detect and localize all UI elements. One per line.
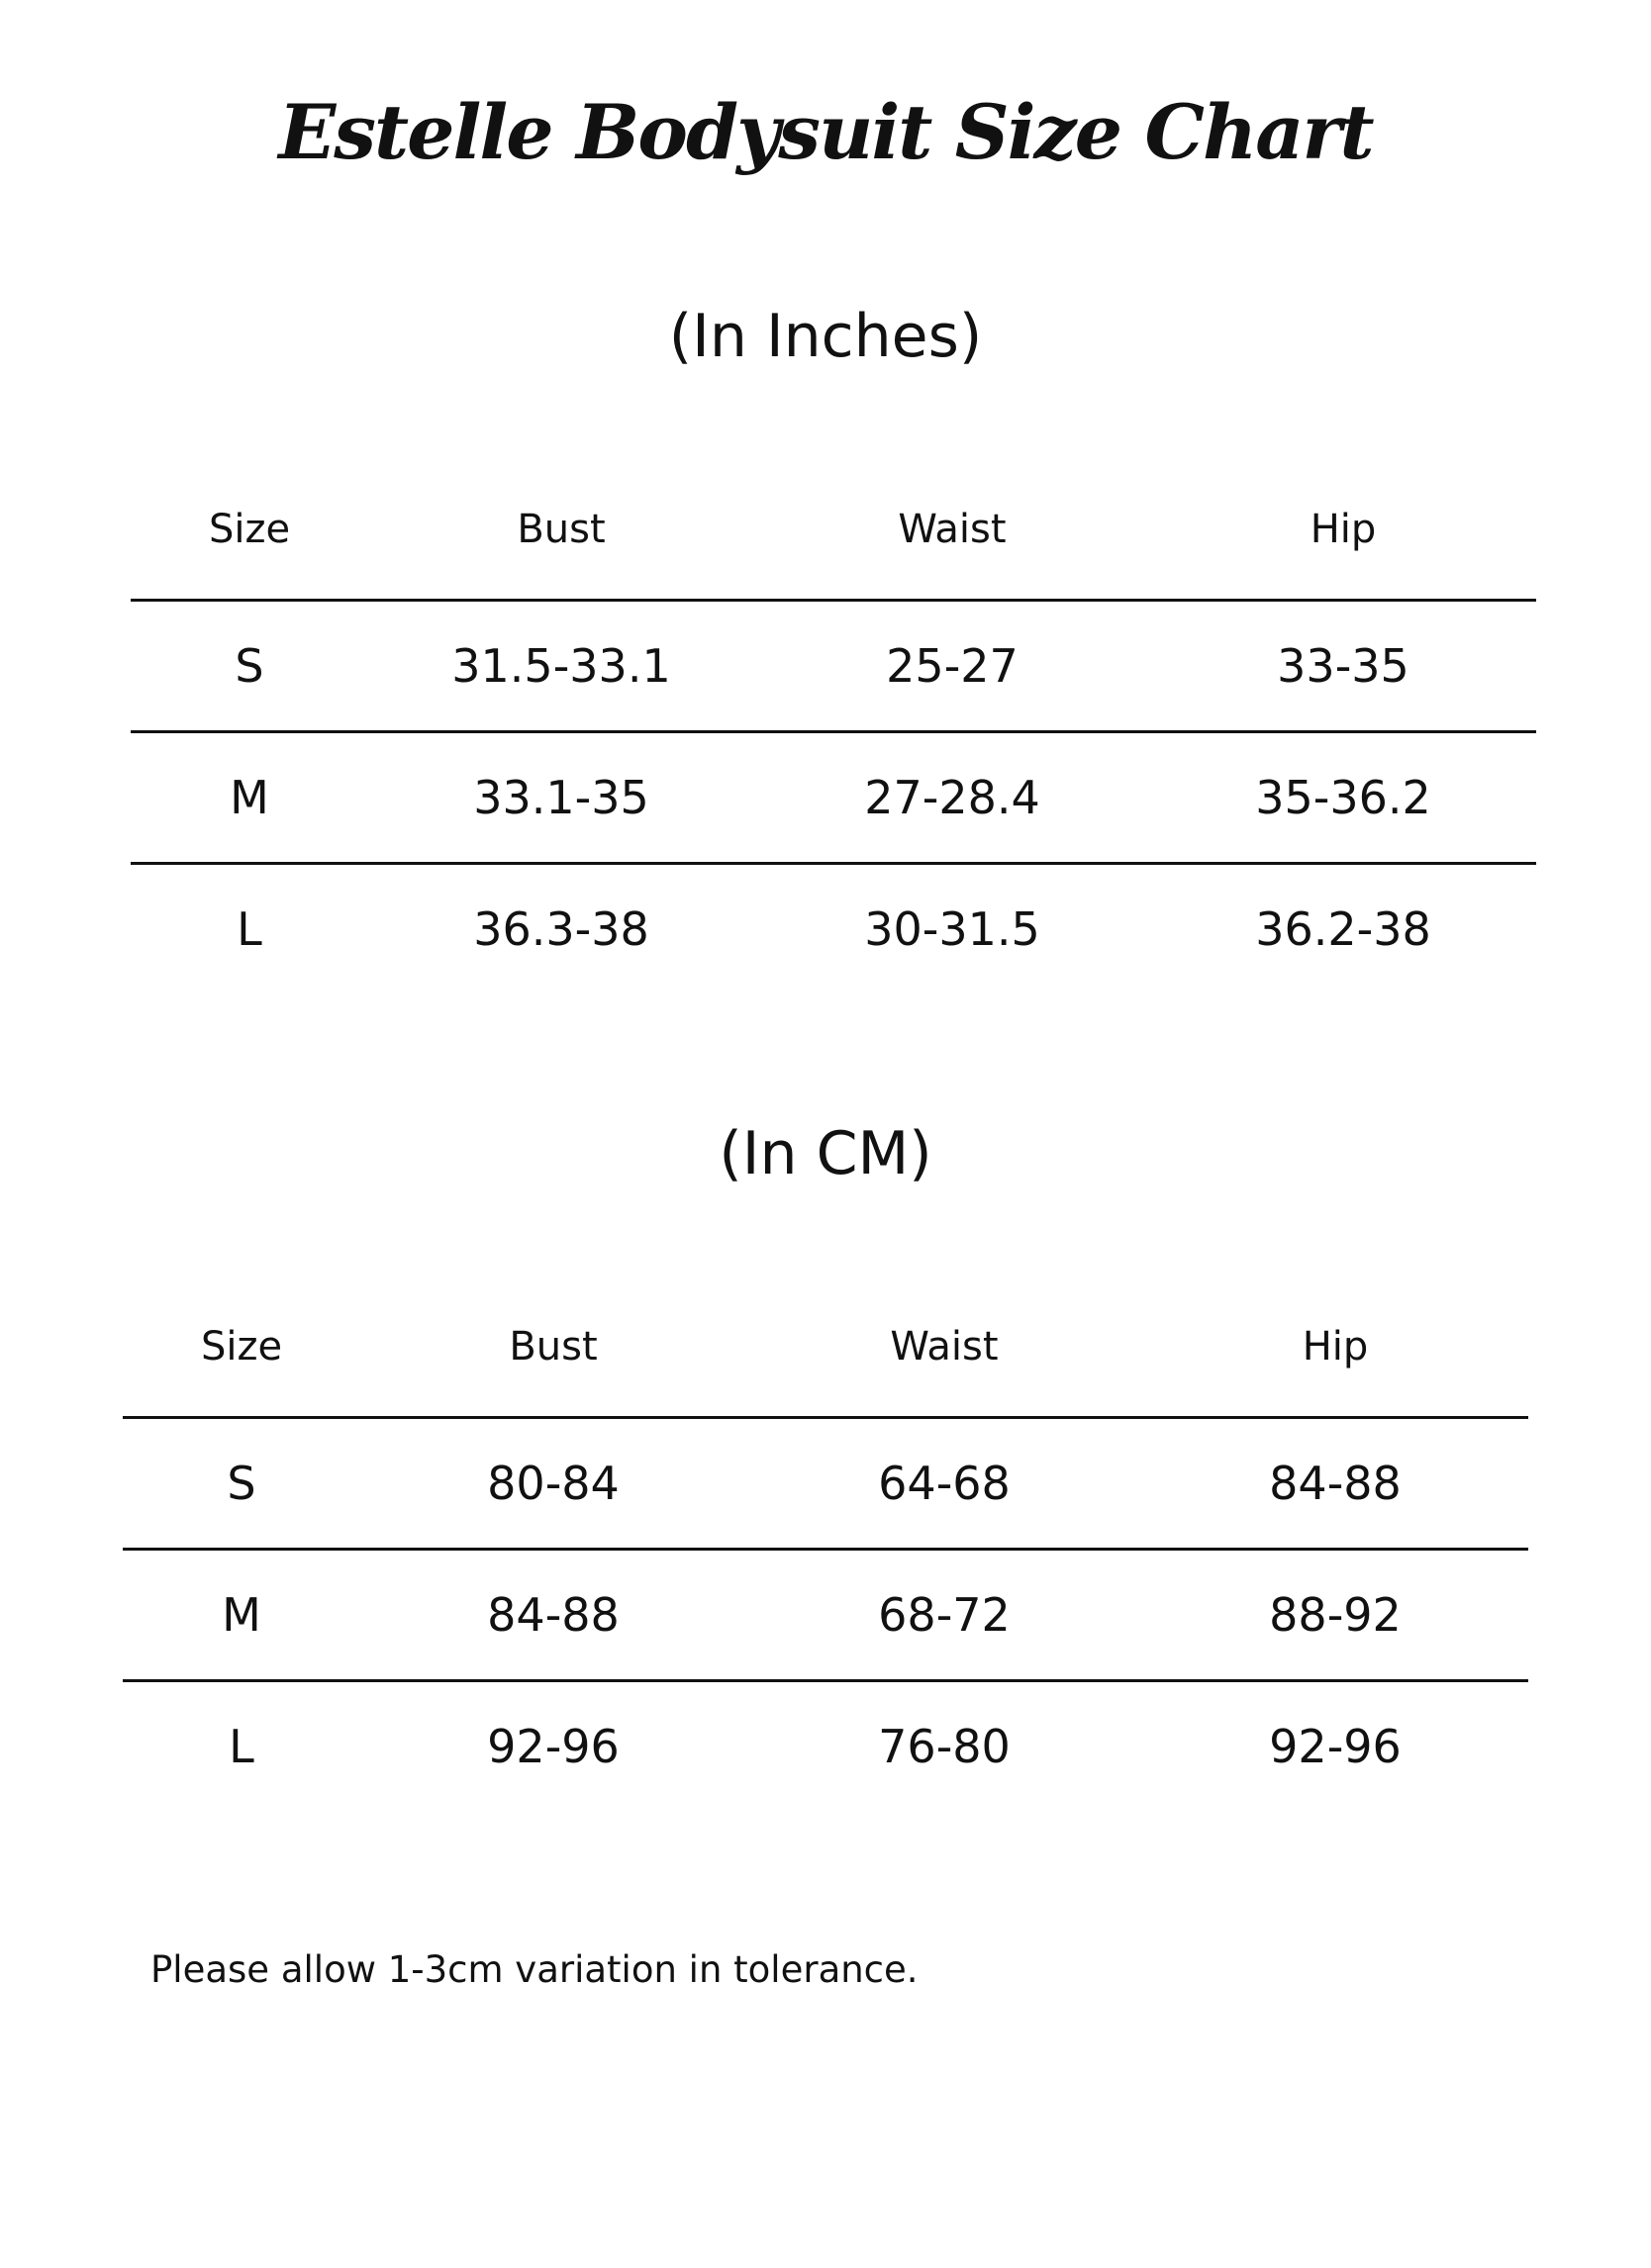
bust-cell: 33.1-35 [368, 731, 754, 863]
hip-cell: 84-88 [1142, 1417, 1528, 1549]
waist-cell: 68-72 [746, 1549, 1142, 1680]
cm-heading: (In CM) [719, 1119, 932, 1188]
waist-cell: 30-31.5 [864, 901, 1040, 956]
column-header-waist: Waist [754, 495, 1150, 600]
table-header-row [123, 1312, 1528, 1417]
bust-cell: 31.5-33.1 [368, 600, 754, 731]
hip-cell: 33-35 [1150, 600, 1536, 731]
waist-cell: 64-68 [746, 1417, 1142, 1549]
hip-cell: 35-36.2 [1150, 731, 1536, 863]
size-cell: M [123, 1549, 360, 1680]
inches-heading: (In Inches) [668, 302, 983, 371]
bust-cell: 84-88 [360, 1549, 746, 1680]
column-header-waist: Waist [746, 1312, 1142, 1417]
column-header-hip: Hip [1150, 495, 1536, 600]
size-cell: S [123, 1417, 360, 1549]
cm-size-table [123, 1312, 1528, 1811]
column-header-bust: Bust [360, 1312, 746, 1417]
table-row [123, 1417, 1528, 1549]
column-header-size: Size [131, 495, 368, 600]
table-row [131, 731, 1536, 863]
column-header-hip: Hip [1142, 1312, 1528, 1417]
bust-cell: 36.3-38 [473, 901, 649, 956]
tolerance-note: Please allow 1-3cm variation in tolerance. [150, 1948, 919, 1991]
size-cell: L [237, 901, 262, 956]
column-header-bust: Bust [368, 495, 754, 600]
table-row [123, 1549, 1528, 1680]
hip-cell: 92-96 [1269, 1719, 1402, 1773]
column-header-size: Size [123, 1312, 360, 1417]
size-cell: S [131, 600, 368, 731]
table-row [131, 600, 1536, 731]
inches-size-table [131, 495, 1536, 993]
hip-cell: 36.2-38 [1255, 901, 1431, 956]
size-cell: M [131, 731, 368, 863]
hip-cell: 88-92 [1142, 1549, 1528, 1680]
waist-cell: 27-28.4 [754, 731, 1150, 863]
table-row [131, 863, 1536, 993]
bust-cell: 92-96 [487, 1719, 620, 1773]
bust-cell: 80-84 [360, 1417, 746, 1549]
waist-cell: 25-27 [754, 600, 1150, 731]
size-cell: L [229, 1719, 254, 1773]
page-title: Estelle Bodysuit Size Chart [278, 88, 1373, 176]
waist-cell: 76-80 [878, 1719, 1011, 1773]
table-header-row [131, 495, 1536, 600]
table-row [123, 1680, 1528, 1811]
